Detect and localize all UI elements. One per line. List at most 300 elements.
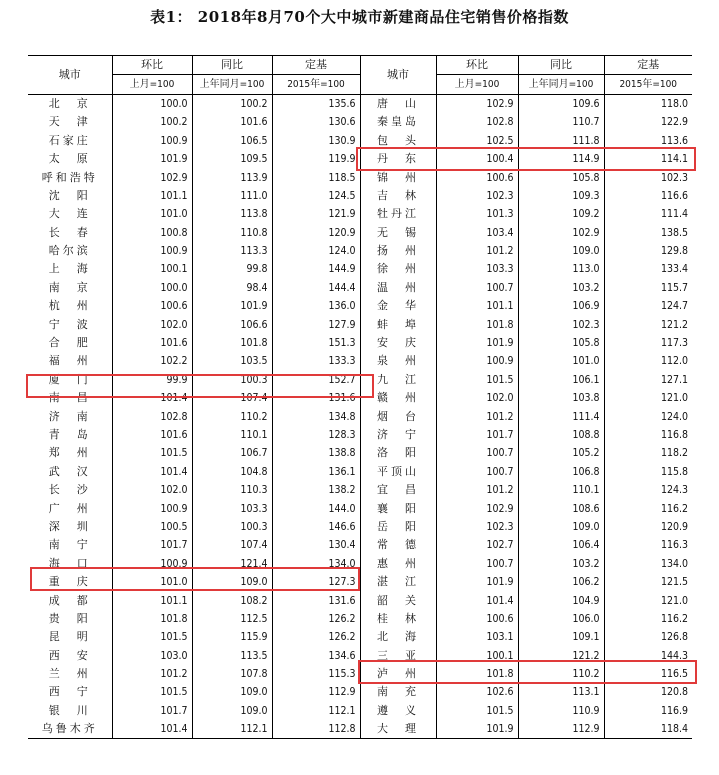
right-city-cell: 韶 关: [360, 591, 436, 609]
right-mom-cell: 101.9: [436, 720, 518, 739]
left-yoy-cell: 111.0: [192, 187, 272, 205]
right-city-cell: 安 庆: [360, 334, 436, 352]
subheader-yoy-right: 上年同月=100: [518, 75, 604, 94]
right-yoy-cell: 108.8: [518, 426, 604, 444]
table-row: [28, 94, 692, 113]
left-base-cell: 115.3: [272, 665, 360, 683]
left-city-cell: 西 宁: [48, 685, 91, 699]
highlight-box-dandong: [356, 147, 696, 171]
right-city-cell: 北 海: [360, 628, 436, 646]
right-mom-cell: 100.9: [436, 352, 518, 370]
right-yoy-cell: 102.9: [518, 224, 604, 242]
left-base-cell: 152.7: [272, 371, 360, 389]
right-base-cell: 121.2: [604, 315, 692, 333]
right-base-cell: 118.2: [604, 444, 692, 462]
table-row: [28, 481, 692, 499]
left-mom-cell: 101.1: [112, 187, 192, 205]
left-base-cell: 131.6: [272, 389, 360, 407]
header-mom-right: 环比: [436, 56, 518, 75]
right-city-cell: 泉 州: [360, 352, 436, 370]
left-base-cell: 118.5: [272, 168, 360, 186]
left-base-cell: 133.3: [272, 352, 360, 370]
left-base-cell: 134.6: [272, 647, 360, 665]
left-yoy-cell: 100.3: [192, 371, 272, 389]
right-mom-cell: 101.2: [436, 407, 518, 425]
right-base-cell: 124.0: [604, 407, 692, 425]
right-yoy-cell: 109.3: [518, 187, 604, 205]
right-yoy-cell: 106.0: [518, 610, 604, 628]
left-city-cell: 天 津: [48, 115, 91, 129]
left-base-cell: 127.9: [272, 315, 360, 333]
left-mom-cell: 101.6: [112, 334, 192, 352]
left-yoy-cell: 109.0: [192, 573, 272, 591]
left-city-cell: 南 昌: [48, 391, 91, 405]
right-mom-cell: 102.8: [436, 113, 518, 131]
right-mom-cell: 101.7: [436, 426, 518, 444]
left-city-cell: 上 海: [48, 262, 91, 276]
left-base-cell: 130.9: [272, 132, 360, 150]
right-mom-cell: 103.1: [436, 628, 518, 646]
right-mom-cell: 101.3: [436, 205, 518, 223]
right-city-cell: 徐 州: [360, 260, 436, 278]
right-yoy-cell: 109.0: [518, 518, 604, 536]
subheader-base-left: 2015年=100: [272, 75, 360, 94]
right-mom-cell: 101.2: [436, 242, 518, 260]
left-yoy-cell: 121.4: [192, 555, 272, 573]
left-yoy-cell: 106.5: [192, 132, 272, 150]
right-base-cell: 116.9: [604, 702, 692, 720]
left-base-cell: 127.3: [272, 573, 360, 591]
right-yoy-cell: 103.2: [518, 279, 604, 297]
table-row: [28, 205, 692, 223]
left-mom-cell: 101.5: [112, 683, 192, 701]
table-row: [28, 518, 692, 536]
table-row: [28, 187, 692, 205]
right-city-cell: 泸 州: [360, 665, 436, 683]
right-city-cell: 遵 义: [360, 702, 436, 720]
right-base-cell: 111.4: [604, 205, 692, 223]
right-mom-cell: 102.9: [436, 94, 518, 113]
right-mom-cell: 100.7: [436, 279, 518, 297]
left-yoy-cell: 110.1: [192, 426, 272, 444]
left-mom-cell: 103.0: [112, 647, 192, 665]
right-base-cell: 133.4: [604, 260, 692, 278]
right-mom-cell: 101.5: [436, 371, 518, 389]
left-base-cell: 126.2: [272, 610, 360, 628]
left-base-cell: 138.8: [272, 444, 360, 462]
left-mom-cell: 101.4: [112, 389, 192, 407]
left-city-cell: 兰 州: [48, 667, 91, 681]
header-city-right: 城市: [360, 56, 436, 95]
left-yoy-cell: 113.3: [192, 242, 272, 260]
left-yoy-cell: 110.3: [192, 481, 272, 499]
right-yoy-cell: 109.2: [518, 205, 604, 223]
left-base-cell: 146.6: [272, 518, 360, 536]
left-base-cell: 130.6: [272, 113, 360, 131]
right-base-cell: 129.8: [604, 242, 692, 260]
right-city-cell: 宜 昌: [360, 481, 436, 499]
left-city-cell: 深 圳: [48, 519, 91, 533]
right-city-cell: 锦 州: [360, 168, 436, 186]
right-mom-cell: 102.6: [436, 683, 518, 701]
right-base-cell: 116.6: [604, 187, 692, 205]
right-city-cell: 牡丹江: [360, 205, 436, 223]
left-city-cell: 石家庄: [48, 133, 91, 147]
right-city-cell: 南 充: [360, 683, 436, 701]
left-yoy-cell: 113.8: [192, 205, 272, 223]
right-base-cell: 144.3: [604, 647, 692, 665]
subheader-base-right: 2015年=100: [604, 75, 692, 94]
right-city-cell: 扬 州: [360, 242, 436, 260]
left-city-cell: 厦 门: [48, 372, 91, 386]
left-yoy-cell: 103.3: [192, 499, 272, 517]
left-yoy-cell: 101.6: [192, 113, 272, 131]
right-city-cell: 吉 林: [360, 187, 436, 205]
left-yoy-cell: 115.9: [192, 628, 272, 646]
right-yoy-cell: 106.1: [518, 371, 604, 389]
header-city-left: 城市: [28, 56, 112, 95]
right-mom-cell: 100.4: [436, 150, 518, 168]
left-base-cell: 151.3: [272, 334, 360, 352]
left-yoy-cell: 107.4: [192, 536, 272, 554]
right-yoy-cell: 112.9: [518, 720, 604, 739]
right-mom-cell: 102.9: [436, 499, 518, 517]
table-row: [28, 242, 692, 260]
right-base-cell: 116.5: [604, 665, 692, 683]
right-yoy-cell: 109.6: [518, 94, 604, 113]
right-yoy-cell: 109.1: [518, 628, 604, 646]
left-base-cell: 112.1: [272, 702, 360, 720]
left-yoy-cell: 100.3: [192, 518, 272, 536]
table-row: [28, 444, 692, 462]
right-mom-cell: 102.0: [436, 389, 518, 407]
table-row: [28, 315, 692, 333]
right-yoy-cell: 106.4: [518, 536, 604, 554]
right-mom-cell: 101.4: [436, 591, 518, 609]
left-city-cell: 青 岛: [48, 428, 91, 441]
left-mom-cell: 100.6: [112, 297, 192, 315]
right-base-cell: 118.0: [604, 94, 692, 113]
right-city-cell: 三 亚: [360, 647, 436, 665]
right-base-cell: 121.0: [604, 389, 692, 407]
left-yoy-cell: 100.2: [192, 94, 272, 113]
left-yoy-cell: 107.8: [192, 665, 272, 683]
right-yoy-cell: 101.0: [518, 352, 604, 370]
right-base-cell: 118.4: [604, 720, 692, 739]
right-mom-cell: 101.1: [436, 297, 518, 315]
right-mom-cell: 101.9: [436, 334, 518, 352]
table-row: [28, 610, 692, 628]
left-mom-cell: 102.8: [112, 407, 192, 425]
right-mom-cell: 102.5: [436, 132, 518, 150]
table-row: [28, 499, 692, 517]
table-row: [28, 168, 692, 186]
right-base-cell: 112.0: [604, 352, 692, 370]
right-mom-cell: 100.6: [436, 610, 518, 628]
right-base-cell: 102.3: [604, 168, 692, 186]
right-mom-cell: 101.5: [436, 702, 518, 720]
table-row: [28, 683, 692, 701]
right-city-cell: 襄 阳: [360, 499, 436, 517]
right-base-cell: 134.0: [604, 555, 692, 573]
left-mom-cell: 101.0: [112, 573, 192, 591]
left-base-cell: 119.9: [272, 150, 360, 168]
left-yoy-cell: 101.9: [192, 297, 272, 315]
right-mom-cell: 101.2: [436, 481, 518, 499]
table-row: [28, 702, 692, 720]
right-base-cell: 114.1: [604, 150, 692, 168]
left-mom-cell: 100.9: [112, 132, 192, 150]
left-base-cell: 120.9: [272, 224, 360, 242]
table-title: 表1： 2018年8月70个大中城市新建商品住宅销售价格指数: [150, 8, 569, 26]
left-base-cell: 136.0: [272, 297, 360, 315]
right-base-cell: 113.6: [604, 132, 692, 150]
subheader-mom-left: 上月=100: [112, 75, 192, 94]
left-city-cell: 海 口: [48, 556, 91, 570]
right-mom-cell: 100.6: [436, 168, 518, 186]
left-mom-cell: 101.4: [112, 463, 192, 481]
left-yoy-cell: 106.7: [192, 444, 272, 462]
left-base-cell: 144.9: [272, 260, 360, 278]
right-yoy-cell: 104.9: [518, 591, 604, 609]
left-mom-cell: 100.1: [112, 260, 192, 278]
left-mom-cell: 102.0: [112, 481, 192, 499]
right-base-cell: 126.8: [604, 628, 692, 646]
left-yoy-cell: 98.4: [192, 279, 272, 297]
left-yoy-cell: 106.6: [192, 315, 272, 333]
left-base-cell: 124.0: [272, 242, 360, 260]
left-base-cell: 135.6: [272, 94, 360, 113]
right-city-cell: 常 德: [360, 536, 436, 554]
left-city-cell: 广 州: [48, 501, 91, 515]
left-yoy-cell: 109.5: [192, 150, 272, 168]
right-yoy-cell: 103.2: [518, 555, 604, 573]
left-mom-cell: 100.2: [112, 113, 192, 131]
left-mom-cell: 101.1: [112, 591, 192, 609]
right-city-cell: 赣 州: [360, 389, 436, 407]
left-base-cell: 128.3: [272, 426, 360, 444]
right-base-cell: 115.7: [604, 279, 692, 297]
right-yoy-cell: 105.2: [518, 444, 604, 462]
right-city-cell: 平顶山: [360, 463, 436, 481]
left-base-cell: 112.8: [272, 720, 360, 739]
table-row: [28, 463, 692, 481]
left-yoy-cell: 112.5: [192, 610, 272, 628]
right-city-cell: 温 州: [360, 279, 436, 297]
subheader-yoy-left: 上年同月=100: [192, 75, 272, 94]
right-yoy-cell: 113.0: [518, 260, 604, 278]
right-mom-cell: 100.7: [436, 463, 518, 481]
table-body: [28, 94, 692, 739]
right-city-cell: 唐 山: [360, 94, 436, 113]
highlight-box-haikou: [30, 567, 360, 591]
left-city-cell: 北 京: [48, 96, 91, 110]
right-mom-cell: 102.3: [436, 518, 518, 536]
left-mom-cell: 101.6: [112, 426, 192, 444]
table-row: [28, 113, 692, 131]
left-base-cell: 124.5: [272, 187, 360, 205]
header-yoy-right: 同比: [518, 56, 604, 75]
left-yoy-cell: 113.5: [192, 647, 272, 665]
right-city-cell: 九 江: [360, 371, 436, 389]
right-city-cell: 蚌 埠: [360, 315, 436, 333]
left-mom-cell: 102.0: [112, 315, 192, 333]
right-base-cell: 117.3: [604, 334, 692, 352]
left-city-cell: 呼和浩特: [41, 170, 98, 184]
header-mom-left: 环比: [112, 56, 192, 75]
left-base-cell: 144.4: [272, 279, 360, 297]
right-mom-cell: 101.9: [436, 573, 518, 591]
right-yoy-cell: 102.3: [518, 315, 604, 333]
left-base-cell: 136.1: [272, 463, 360, 481]
right-base-cell: 116.2: [604, 499, 692, 517]
table-row: [28, 260, 692, 278]
left-city-cell: 郑 州: [48, 446, 91, 460]
left-city-cell: 贵 阳: [48, 611, 91, 625]
left-yoy-cell: 110.2: [192, 407, 272, 425]
subheader-mom-right: 上月=100: [436, 75, 518, 94]
right-city-cell: 湛 江: [360, 573, 436, 591]
table-row: [28, 334, 692, 352]
right-yoy-cell: 106.8: [518, 463, 604, 481]
right-yoy-cell: 113.1: [518, 683, 604, 701]
right-city-cell: 惠 州: [360, 555, 436, 573]
right-base-cell: 115.8: [604, 463, 692, 481]
right-city-cell: 金 华: [360, 297, 436, 315]
highlight-box-sanya: [358, 660, 697, 684]
right-city-cell: 烟 台: [360, 407, 436, 425]
right-base-cell: 124.7: [604, 297, 692, 315]
right-yoy-cell: 105.8: [518, 334, 604, 352]
table-row: [28, 407, 692, 425]
left-city-cell: 太 原: [48, 152, 91, 166]
left-city-cell: 武 汉: [48, 464, 91, 478]
left-mom-cell: 101.4: [112, 720, 192, 739]
right-city-cell: 丹 东: [360, 150, 436, 168]
right-city-cell: 大 理: [360, 720, 436, 739]
right-city-cell: 桂 林: [360, 610, 436, 628]
left-base-cell: 144.0: [272, 499, 360, 517]
left-city-cell: 南 宁: [48, 538, 91, 552]
left-base-cell: 134.0: [272, 555, 360, 573]
right-yoy-cell: 110.7: [518, 113, 604, 131]
left-city-cell: 长 沙: [48, 483, 91, 497]
left-mom-cell: 100.0: [112, 279, 192, 297]
right-mom-cell: 103.4: [436, 224, 518, 242]
right-yoy-cell: 110.2: [518, 665, 604, 683]
right-base-cell: 116.2: [604, 610, 692, 628]
left-city-cell: 重 庆: [48, 575, 91, 589]
right-mom-cell: 100.7: [436, 555, 518, 573]
right-yoy-cell: 111.4: [518, 407, 604, 425]
right-base-cell: 121.0: [604, 591, 692, 609]
left-city-cell: 合 肥: [48, 336, 91, 350]
header-base-left: 定基: [272, 56, 360, 75]
left-mom-cell: 100.0: [112, 94, 192, 113]
left-city-cell: 宁 波: [48, 317, 91, 331]
header-yoy-left: 同比: [192, 56, 272, 75]
right-base-cell: 116.3: [604, 536, 692, 554]
left-mom-cell: 101.7: [112, 702, 192, 720]
right-mom-cell: 100.1: [436, 647, 518, 665]
left-base-cell: 130.4: [272, 536, 360, 554]
left-mom-cell: 101.5: [112, 628, 192, 646]
left-yoy-cell: 112.1: [192, 720, 272, 739]
table-row: [28, 536, 692, 554]
right-city-cell: 济 宁: [360, 426, 436, 444]
right-base-cell: 116.8: [604, 426, 692, 444]
right-city-cell: 包 头: [360, 132, 436, 150]
left-city-cell: 哈尔滨: [48, 244, 91, 258]
right-mom-cell: 102.3: [436, 187, 518, 205]
left-city-cell: 银 川: [48, 703, 91, 717]
right-yoy-cell: 106.9: [518, 297, 604, 315]
left-base-cell: 138.2: [272, 481, 360, 499]
right-base-cell: 127.1: [604, 371, 692, 389]
left-city-cell: 大 连: [48, 207, 91, 221]
table-row: [28, 720, 692, 739]
left-city-cell: 杭 州: [48, 299, 91, 313]
left-yoy-cell: 113.9: [192, 168, 272, 186]
table-row: [28, 224, 692, 242]
right-mom-cell: 100.7: [436, 444, 518, 462]
left-base-cell: 112.9: [272, 683, 360, 701]
table-row: [28, 352, 692, 370]
right-mom-cell: 102.7: [436, 536, 518, 554]
right-base-cell: 124.3: [604, 481, 692, 499]
left-yoy-cell: 110.8: [192, 224, 272, 242]
left-mom-cell: 100.9: [112, 499, 192, 517]
left-yoy-cell: 107.4: [192, 389, 272, 407]
table-row: [28, 591, 692, 609]
right-base-cell: 122.9: [604, 113, 692, 131]
left-mom-cell: 100.9: [112, 242, 192, 260]
left-base-cell: 121.9: [272, 205, 360, 223]
right-mom-cell: 101.8: [436, 665, 518, 683]
right-base-cell: 138.5: [604, 224, 692, 242]
right-yoy-cell: 111.8: [518, 132, 604, 150]
left-base-cell: 126.2: [272, 628, 360, 646]
left-yoy-cell: 109.0: [192, 702, 272, 720]
left-city-cell: 济 南: [48, 409, 91, 423]
left-mom-cell: 102.9: [112, 168, 192, 186]
left-city-cell: 福 州: [48, 354, 91, 368]
left-mom-cell: 100.5: [112, 518, 192, 536]
highlight-box-xiamen: [26, 374, 374, 398]
right-city-cell: 无 锡: [360, 224, 436, 242]
table-row: [28, 426, 692, 444]
table-row: [28, 279, 692, 297]
right-city-cell: 秦皇岛: [360, 113, 436, 131]
right-yoy-cell: 103.8: [518, 389, 604, 407]
left-yoy-cell: 101.8: [192, 334, 272, 352]
right-base-cell: 121.5: [604, 573, 692, 591]
left-yoy-cell: 104.8: [192, 463, 272, 481]
left-yoy-cell: 99.8: [192, 260, 272, 278]
left-mom-cell: 101.9: [112, 150, 192, 168]
left-city-cell: 南 京: [48, 280, 91, 294]
left-mom-cell: 100.9: [112, 555, 192, 573]
right-city-cell: 洛 阳: [360, 444, 436, 462]
header-base-right: 定基: [604, 56, 692, 75]
left-mom-cell: 100.8: [112, 224, 192, 242]
right-yoy-cell: 121.2: [518, 647, 604, 665]
right-yoy-cell: 110.1: [518, 481, 604, 499]
left-city-cell: 乌鲁木齐: [28, 720, 112, 739]
right-yoy-cell: 114.9: [518, 150, 604, 168]
left-city-cell: 成 都: [48, 593, 91, 607]
right-yoy-cell: 109.0: [518, 242, 604, 260]
